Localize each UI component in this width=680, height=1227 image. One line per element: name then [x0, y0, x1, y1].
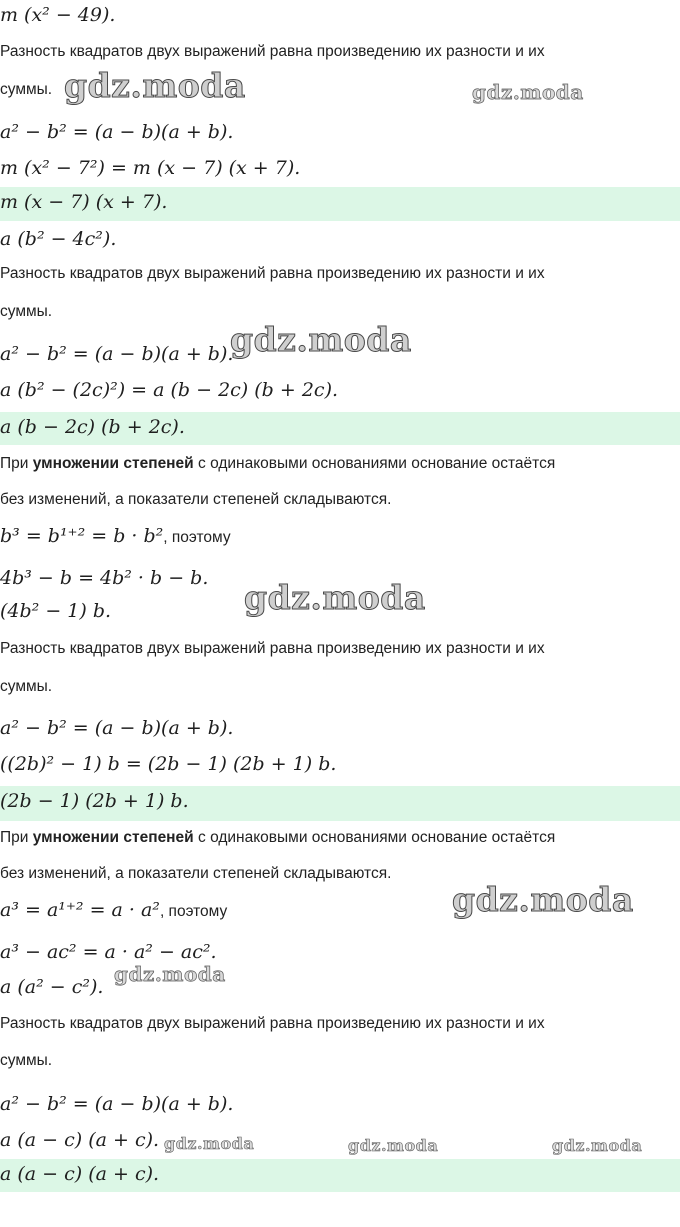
- watermark-logo: gdz.moda: [164, 1134, 255, 1153]
- answer-box-p2: [0, 412, 680, 445]
- watermark-logo: gdz.moda: [64, 66, 246, 105]
- answer-box-p3: [0, 786, 680, 821]
- watermark-logo: gdz.moda: [114, 962, 226, 986]
- rule-powers-prefix: При: [0, 829, 33, 846]
- watermark-logo: gdz.moda: [348, 1136, 439, 1155]
- power-rule-p4: a³ = a¹⁺² = a · a²: [0, 899, 160, 921]
- rule-diff-squares-text: Разность квадратов двух выражений равна произведению их разности и их: [0, 265, 545, 282]
- rule-diff-squares-end: суммы.: [0, 678, 53, 695]
- formula-identity: a² − b² = (a − b)(a + b).: [0, 1093, 234, 1115]
- power-rule-p3: b³ = b¹⁺² = b · b²: [0, 525, 164, 547]
- rule-diff-squares-text: Разность квадратов двух выражений равна произведению их разности и их: [0, 640, 545, 657]
- word-therefore: , поэтому: [159, 903, 228, 920]
- math-line-p4-step3: a (a − c) (a + c).: [0, 1129, 160, 1151]
- watermark-logo: gdz.moda: [244, 578, 426, 617]
- math-line-p2-step: a (b² − (2c)²) = a (b − 2c) (b + 2c).: [0, 379, 339, 401]
- answer-p3: (2b − 1) (2b + 1) b.: [0, 790, 189, 812]
- rule-powers-text: [0, 455, 555, 473]
- word-therefore: , поэтому: [163, 529, 231, 546]
- power-rule-line-p3: [0, 525, 231, 547]
- math-line-p3-step3: ((2b)² − 1) b = (2b − 1) (2b + 1) b.: [0, 753, 337, 775]
- rule-powers-line2: без изменений, а показатели степеней складываются.: [0, 865, 392, 882]
- watermark-logo: gdz.moda: [472, 80, 584, 104]
- math-line-p2-start: a (b² − 4c²).: [0, 228, 117, 250]
- watermark-logo: gdz.moda: [552, 1136, 643, 1155]
- rule-powers-line2: без изменений, а показатели степеней складываются.: [0, 491, 392, 508]
- rule-powers-bold: умножении степеней: [32, 455, 194, 472]
- rule-powers-suffix: с одинаковыми основаниями основание остаётся: [193, 455, 556, 472]
- math-line-p4-step1: a³ − ac² = a · a² − ac².: [0, 941, 217, 963]
- math-line-p4-step2: a (a² − c²).: [0, 976, 104, 998]
- rule-diff-squares-text: Разность квадратов двух выражений равна произведению их разности и их: [0, 1015, 545, 1032]
- answer-box-p4: [0, 1159, 680, 1192]
- formula-identity: a² − b² = (a − b)(a + b).: [0, 717, 234, 739]
- watermark-logo: gdz.moda: [230, 320, 412, 359]
- rule-powers-text: [0, 829, 555, 847]
- answer-p1: m (x − 7) (x + 7).: [0, 191, 168, 213]
- rule-diff-squares-end: суммы.: [0, 81, 53, 98]
- answer-box-p1: [0, 187, 680, 221]
- answer-p2: a (b − 2c) (b + 2c).: [0, 416, 185, 438]
- formula-identity: a² − b² = (a − b)(a + b).: [0, 343, 234, 365]
- math-line-p3-step1: 4b³ − b = 4b² · b − b.: [0, 567, 209, 589]
- rule-powers-prefix: При: [0, 455, 33, 472]
- rule-diff-squares-end: суммы.: [0, 1052, 53, 1069]
- rule-powers-bold: умножении степеней: [32, 829, 194, 846]
- rule-diff-squares-end: суммы.: [0, 303, 53, 320]
- formula-identity: a² − b² = (a − b)(a + b).: [0, 121, 234, 143]
- math-line-p1-start: m (x² − 49).: [0, 4, 116, 26]
- power-rule-line-p4: [0, 899, 227, 921]
- math-line-p1-step: m (x² − 7²) = m (x − 7) (x + 7).: [0, 157, 301, 179]
- answer-p4: a (a − c) (a + c).: [0, 1163, 160, 1185]
- watermark-logo: gdz.moda: [452, 880, 634, 919]
- rule-powers-suffix: с одинаковыми основаниями основание остаётся: [193, 829, 556, 846]
- rule-diff-squares-text: Разность квадратов двух выражений равна произведению их разности и их: [0, 43, 545, 60]
- math-line-p3-step2: (4b² − 1) b.: [0, 600, 112, 622]
